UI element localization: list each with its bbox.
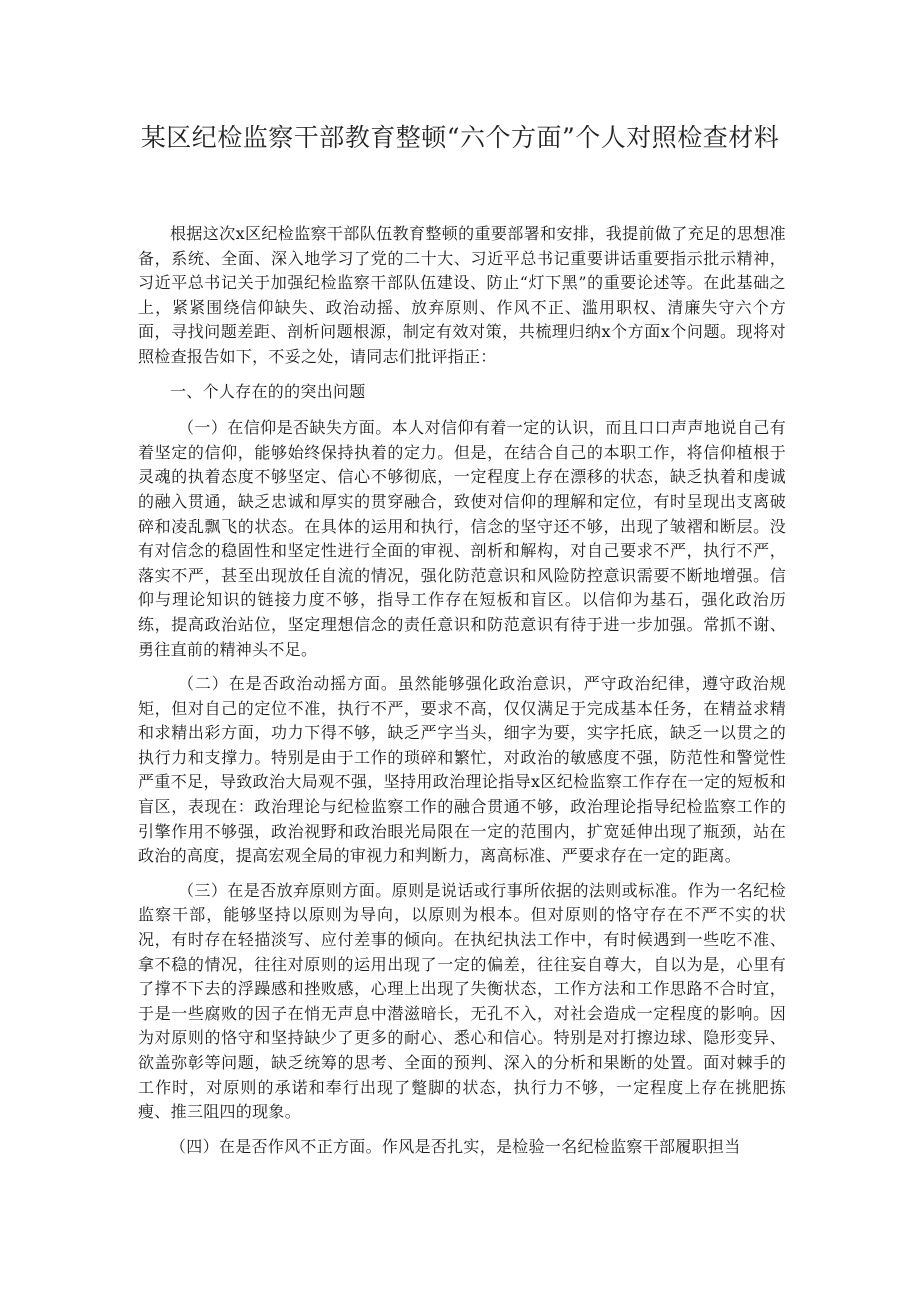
paragraph-principle: （三）在是否放弃原则方面。原则是说话或行事所依据的法则或标准。作为一名纪检监察干部，能够坚持以原则为导向，以原则为根本。但对原则的恪守存在不严不实的状况，有时存在轻描淡写、应付差事的倾向。在执纪执法工作中，有时候遇到一些吃不准、拿不稳的情况，往往对原则的运用出现了一定的偏差，往往妄自尊大，自以为是，心里有了撑不下去的浮躁感和挫败感，心理上出现了失衡状态，工作方法和工作思路不合时宜，于是一些腐败的因子在悄无声息中潜滋暗长，无孔不入，对社会造成一定程度的影响。因为对原则的恪守和坚持缺少了更多的耐心、悉心和信心。特别是对打擦边球、隐形变异、欲盖弥彰等问题，缺乏统筹的思考、全面的预判、深入的分析和果断的处置。面对棘手的工作时，对原则的承诺和奉行出现了蹩脚的状态，执行力不够，一定程度上存在挑肥拣瘦、推三阻四的现象。 <box>138 880 786 1122</box>
paragraph-political: （二）在是否政治动摇方面。虽然能够强化政治意识，严守政治纪律，遵守政治规矩，但对自己的定位不准，执行不严，要求不高，仅仅满足于完成基本任务，在精益求精和求精出彩方面，功力下得不够，缺乏严字当头，细字为要，实字托底，缺乏一以贯之的执行力和支撑力。特别是由于工作的琐碎和繁忙，对政治的敏感度不强，防范性和警觉性严重不足，导致政治大局观不强，坚持用政治理论指导x区纪检监察工作存在一定的短板和盲区，表现在：政治理论与纪检监察工作的融合贯通不够，政治理论指导纪检监察工作的引擎作用不够强，政治视野和政治眼光局限在一定的范围内，扩宽延伸出现了瓶颈，站在政治的高度，提高宏观全局的审视力和判断力，离高标准、严要求存在一定的距离。 <box>138 674 786 866</box>
intro-paragraph: 根据这次x区纪检监察干部队伍教育整顿的重要部署和安排，我提前做了充足的思想准备，系统、全面、深入地学习了党的二十大、习近平总书记重要讲话重要指示批示精神，习近平总书记关于加强纪检监察干部队伍建设、防止“灯下黑”的重要论述等。在此基础之上，紧紧围绕信仰缺失、政治动摇、放弃原则、作风不正、滥用职权、清廉失守六个方面，寻找问题差距、剖析问题根源，制定有效对策，共梳理归纳x个方面x个问题。现将对照检查报告如下，不妥之处，请同志们批评指正： <box>138 224 786 366</box>
document-body <box>138 222 786 1159</box>
paragraph-style: （四）在是否作风不正方面。作风是否扎实，是检验一名纪检监察干部履职担当 <box>170 1136 741 1156</box>
section-heading: 一、个人存在的的突出问题 <box>170 381 366 401</box>
paragraph-belief: （一）在信仰是否缺失方面。本人对信仰有着一定的认识，而且口口声声地说自己有着坚定的信仰，能够始终保持执着的定力。但是，在结合自己的本职工作，将信仰植根于灵魂的执着态度不够坚定、信心不够彻底，一定程度上存在漂移的状态，缺乏执着和虔诚的融入贯通，缺乏忠诚和厚实的贯穿融合，致使对信仰的理解和定位，有时呈现出支离破碎和凌乱飘飞的状态。在具体的运用和执行，信念的坚守还不够，出现了皱褶和断层。没有对信念的稳固性和坚定性进行全面的审视、剖析和解构，对自己要求不严，执行不严，落实不严，甚至出现放任自流的情况，强化防范意识和风险防控意识需要不断地增强。信仰与理论知识的链接力度不够，指导工作存在短板和盲区。以信仰为基石，强化政治历练，提高政治站位，坚定理想信念的责任意识和防范意识有待于进一步加强。常抓不谢、勇往直前的精神头不足。 <box>138 418 786 659</box>
document-title: 某区纪检监察干部教育整顿“六个方面”个人对照检查材料 <box>140 123 780 152</box>
